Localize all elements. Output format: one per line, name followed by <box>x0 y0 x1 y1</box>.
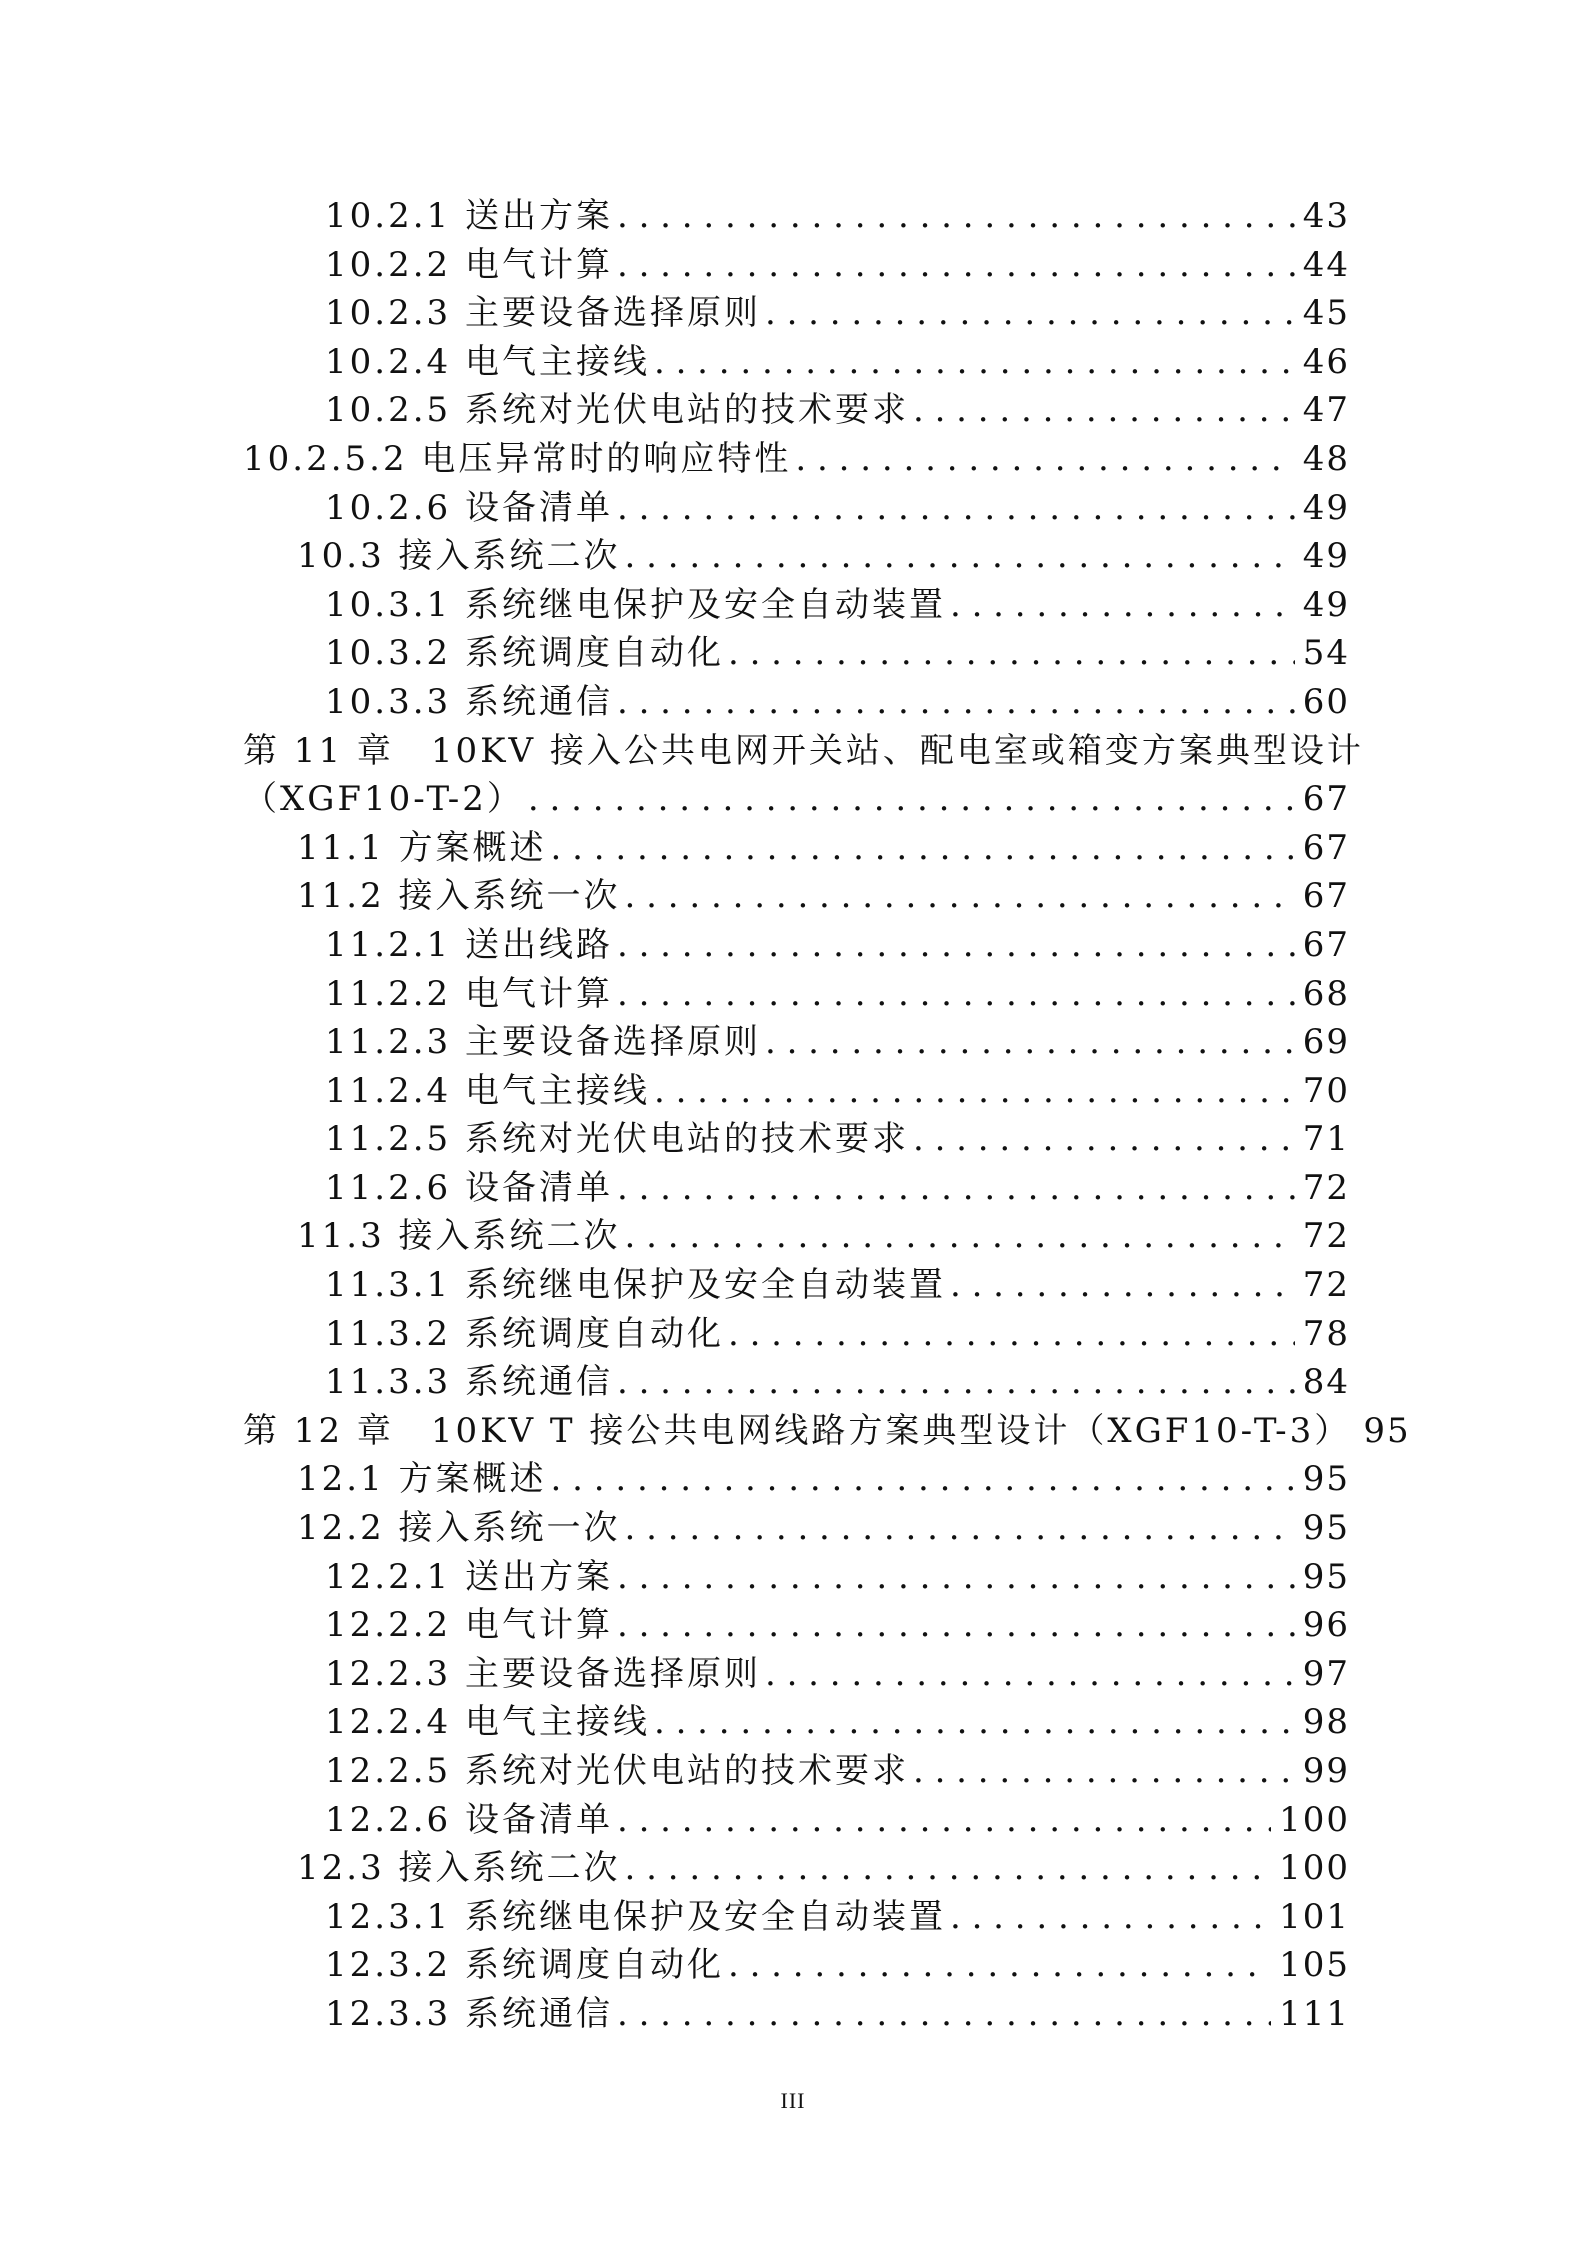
toc-leader-dots <box>950 1261 1295 1310</box>
toc-leader-dots <box>765 1018 1295 1067</box>
toc-entry-page: 97 <box>1295 1650 1350 1699</box>
toc-entry-page: 54 <box>1295 629 1350 678</box>
toc-entry-label: 11.2.4 电气主接线 <box>325 1067 654 1116</box>
toc-entry-label: 12.2.5 系统对光伏电站的技术要求 <box>325 1747 913 1796</box>
toc-leader-dots <box>950 1893 1271 1942</box>
toc-entry[interactable] <box>0 192 1586 241</box>
toc-chapter-heading[interactable] <box>0 727 1586 776</box>
toc-entry-label: 11.2.6 设备清单 <box>325 1164 617 1213</box>
table-of-contents <box>0 192 1586 2039</box>
toc-entry-label: 11.3 接入系统二次 <box>297 1212 625 1261</box>
toc-entry[interactable] <box>0 435 1586 484</box>
toc-entry[interactable] <box>0 970 1586 1019</box>
toc-entry-page: 96 <box>1295 1601 1350 1650</box>
toc-entry-page: 95 <box>1355 1407 1410 1456</box>
toc-leader-dots <box>625 1212 1295 1261</box>
toc-leader-dots <box>654 338 1295 387</box>
toc-entry-page: 67 <box>1295 824 1350 873</box>
toc-entry-label: 10.2.2 电气计算 <box>325 241 617 290</box>
toc-entry-label: 11.1 方案概述 <box>297 824 551 873</box>
toc-entry[interactable] <box>0 1164 1586 1213</box>
toc-entry-page: 105 <box>1271 1941 1350 1990</box>
toc-entry-page: 67 <box>1295 921 1350 970</box>
toc-entry-page: 95 <box>1295 1455 1350 1504</box>
toc-leader-dots <box>617 1796 1271 1845</box>
toc-leader-dots <box>551 1455 1295 1504</box>
toc-entry-page: 68 <box>1295 970 1350 1019</box>
toc-entry-page: 49 <box>1295 484 1350 533</box>
toc-entry[interactable] <box>0 1504 1586 1553</box>
toc-leader-dots <box>913 1747 1295 1796</box>
toc-entry[interactable] <box>0 1310 1586 1359</box>
toc-leader-dots <box>617 1164 1295 1213</box>
toc-entry-page: 101 <box>1271 1893 1350 1942</box>
toc-entry[interactable] <box>0 921 1586 970</box>
toc-entry[interactable] <box>0 581 1586 630</box>
toc-leader-dots <box>617 1601 1295 1650</box>
toc-entry-page: 78 <box>1295 1310 1350 1359</box>
toc-chapter-heading[interactable] <box>0 1407 1586 1456</box>
toc-entry[interactable] <box>0 1261 1586 1310</box>
toc-entry[interactable] <box>0 1601 1586 1650</box>
toc-entry-label: 12.2.2 电气计算 <box>325 1601 617 1650</box>
toc-entry[interactable] <box>0 289 1586 338</box>
toc-entry-page: 67 <box>1295 872 1350 921</box>
toc-entry-page: 46 <box>1295 338 1350 387</box>
toc-entry-label: 12.2 接入系统一次 <box>297 1504 625 1553</box>
toc-entry[interactable] <box>0 1358 1586 1407</box>
toc-leader-dots <box>625 1844 1272 1893</box>
toc-leader-dots <box>913 386 1295 435</box>
toc-leader-dots <box>617 484 1295 533</box>
toc-entry[interactable] <box>0 338 1586 387</box>
toc-entry-page: 49 <box>1295 581 1350 630</box>
toc-entry-label: 10.2.5 系统对光伏电站的技术要求 <box>325 386 913 435</box>
toc-entry-label: 10.2.1 送出方案 <box>325 192 617 241</box>
toc-entry-label: 12.3.2 系统调度自动化 <box>325 1941 728 1990</box>
toc-entry-page: 48 <box>1295 435 1350 484</box>
toc-entry-label: 10.2.4 电气主接线 <box>325 338 654 387</box>
toc-leader-dots <box>551 824 1295 873</box>
toc-entry-label: 10.2.3 主要设备选择原则 <box>325 289 765 338</box>
toc-entry-page: 69 <box>1295 1018 1350 1067</box>
toc-leader-dots <box>617 192 1295 241</box>
toc-entry-page: 49 <box>1295 532 1350 581</box>
toc-entry-page: 70 <box>1295 1067 1350 1116</box>
toc-entry-page: 71 <box>1295 1115 1350 1164</box>
toc-entry-label: 11.3.2 系统调度自动化 <box>325 1310 728 1359</box>
toc-entry-page: 95 <box>1295 1504 1350 1553</box>
toc-leader-dots <box>617 1990 1271 2039</box>
toc-entry-page: 45 <box>1295 289 1350 338</box>
toc-entry[interactable] <box>0 241 1586 290</box>
toc-entry-label: 第 11 章 10KV 接入公共电网开关站、配电室或箱变方案典型设计 <box>243 727 1368 776</box>
toc-entry[interactable] <box>0 386 1586 435</box>
toc-entry-label: 10.3.2 系统调度自动化 <box>325 629 728 678</box>
toc-leader-dots <box>728 629 1295 678</box>
toc-entry-label: 12.2.3 主要设备选择原则 <box>325 1650 765 1699</box>
toc-leader-dots <box>625 872 1295 921</box>
toc-entry-label: 10.2.5.2 电压异常时的响应特性 <box>243 435 795 484</box>
toc-entry-label: 11.3.1 系统继电保护及安全自动装置 <box>325 1261 950 1310</box>
toc-entry-page: 100 <box>1271 1796 1350 1845</box>
toc-entry-label: 12.2.1 送出方案 <box>325 1553 617 1602</box>
toc-leader-dots <box>617 1553 1295 1602</box>
toc-entry[interactable] <box>0 1212 1586 1261</box>
toc-entry-label: 10.3.3 系统通信 <box>325 678 617 727</box>
toc-entry-label: 12.2.6 设备清单 <box>325 1796 617 1845</box>
toc-entry-label: 11.2 接入系统一次 <box>297 872 625 921</box>
toc-entry[interactable] <box>0 872 1586 921</box>
toc-entry-page: 99 <box>1295 1747 1350 1796</box>
toc-entry-page: 72 <box>1295 1212 1350 1261</box>
toc-entry-label: 11.2.3 主要设备选择原则 <box>325 1018 765 1067</box>
toc-entry-page: 67 <box>1295 775 1350 824</box>
toc-leader-dots <box>950 581 1295 630</box>
toc-entry[interactable] <box>0 1455 1586 1504</box>
toc-leader-dots <box>625 532 1295 581</box>
toc-entry-page: 72 <box>1295 1261 1350 1310</box>
toc-entry-page: 100 <box>1271 1844 1350 1893</box>
toc-entry[interactable] <box>0 1796 1586 1845</box>
toc-entry-label: 11.2.5 系统对光伏电站的技术要求 <box>325 1115 913 1164</box>
toc-entry-label: 12.3 接入系统二次 <box>297 1844 625 1893</box>
toc-entry-label: 12.3.1 系统继电保护及安全自动装置 <box>325 1893 950 1942</box>
toc-entry-label: 10.3.1 系统继电保护及安全自动装置 <box>325 581 950 630</box>
toc-leader-dots <box>728 1941 1271 1990</box>
toc-entry-page: 60 <box>1295 678 1350 727</box>
toc-entry-page: 44 <box>1295 241 1350 290</box>
toc-entry[interactable] <box>0 1941 1586 1990</box>
toc-entry[interactable] <box>0 1650 1586 1699</box>
toc-entry[interactable] <box>0 1553 1586 1602</box>
toc-entry[interactable] <box>0 1747 1586 1796</box>
toc-entry[interactable] <box>0 1018 1586 1067</box>
toc-leader-dots <box>654 1067 1295 1116</box>
toc-entry-label: 12.2.4 电气主接线 <box>325 1698 654 1747</box>
toc-entry[interactable] <box>0 629 1586 678</box>
toc-entry-page: 47 <box>1295 386 1350 435</box>
toc-leader-dots <box>617 241 1295 290</box>
toc-entry[interactable] <box>0 678 1586 727</box>
toc-leader-dots <box>625 1504 1295 1553</box>
toc-entry[interactable] <box>0 824 1586 873</box>
toc-entry[interactable] <box>0 1893 1586 1942</box>
toc-leader-dots <box>728 1310 1295 1359</box>
toc-entry-label: 10.2.6 设备清单 <box>325 484 617 533</box>
toc-entry-page: 98 <box>1295 1698 1350 1747</box>
toc-leader-dots <box>795 435 1294 484</box>
toc-entry[interactable] <box>0 1067 1586 1116</box>
toc-entry-label: 10.3 接入系统二次 <box>297 532 625 581</box>
toc-entry-label: 12.3.3 系统通信 <box>325 1990 617 2039</box>
toc-entry-page: 95 <box>1295 1553 1350 1602</box>
toc-entry-page: 111 <box>1271 1990 1350 2039</box>
toc-entry[interactable] <box>0 1844 1586 1893</box>
toc-leader-dots <box>617 921 1295 970</box>
toc-leader-dots <box>913 1115 1295 1164</box>
toc-entry[interactable] <box>0 1698 1586 1747</box>
toc-leader-dots <box>765 289 1295 338</box>
toc-entry-label: （XGF10-T-2） <box>243 775 528 824</box>
toc-entry[interactable] <box>0 484 1586 533</box>
toc-entry[interactable] <box>0 1990 1586 2039</box>
toc-leader-dots <box>617 678 1295 727</box>
toc-entry-label: 11.2.2 电气计算 <box>325 970 617 1019</box>
toc-entry-label: 11.3.3 系统通信 <box>325 1358 617 1407</box>
toc-leader-dots <box>528 775 1295 824</box>
toc-entry[interactable] <box>0 532 1586 581</box>
toc-leader-dots <box>765 1650 1295 1699</box>
toc-entry-page: 72 <box>1295 1164 1350 1213</box>
toc-leader-dots <box>617 970 1295 1019</box>
toc-entry[interactable] <box>0 775 1586 824</box>
toc-entry-label: 11.2.1 送出线路 <box>325 921 617 970</box>
toc-leader-dots <box>617 1358 1295 1407</box>
toc-entry-label: 12.1 方案概述 <box>297 1455 551 1504</box>
toc-leader-dots <box>654 1698 1295 1747</box>
toc-entry-page: 43 <box>1295 192 1350 241</box>
toc-entry[interactable] <box>0 1115 1586 1164</box>
page-number: III <box>780 2088 806 2113</box>
toc-entry-label: 第 12 章 10KV T 接公共电网线路方案典型设计（XGF10-T-3） <box>243 1407 1355 1456</box>
toc-entry-page: 84 <box>1295 1358 1350 1407</box>
